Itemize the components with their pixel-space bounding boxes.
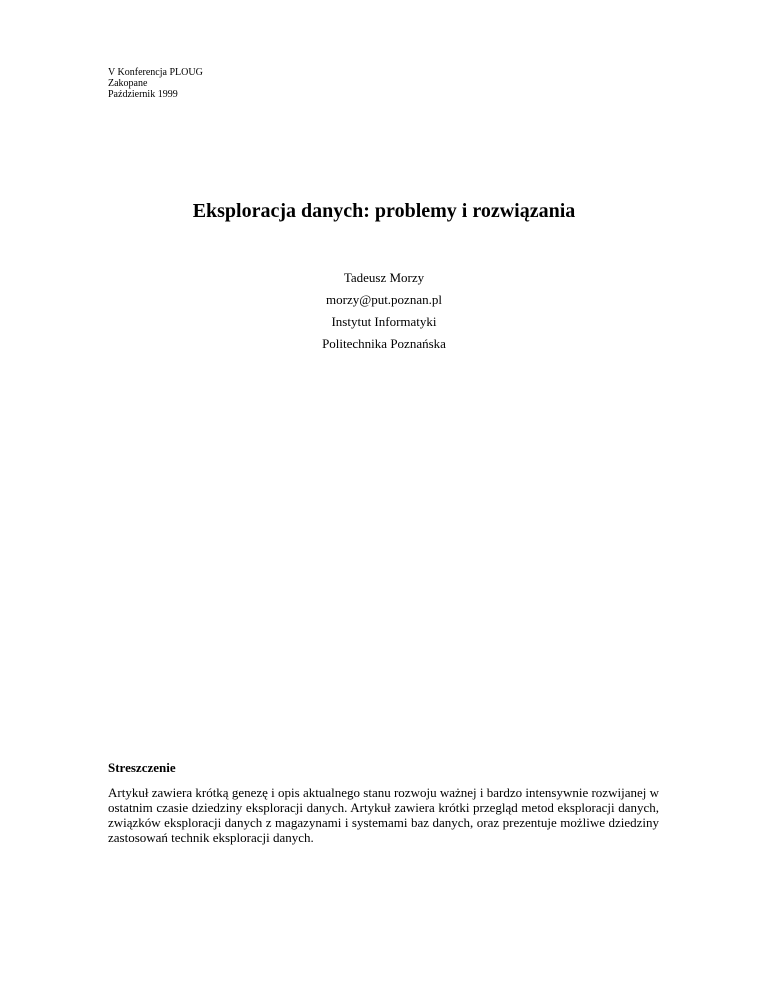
author-institute: Instytut Informatyki bbox=[331, 314, 437, 329]
abstract-text: Artykuł zawiera krótką genezę i opis aktualnego stanu rozwoju ważnej i bardzo intensywnie rozwijanej w ostatnim czasie dziedziny eksploracji danych. Artykuł zawiera krótki przegląd metod eksploracji danych, związków eksploracji danych z magazynami i systemami baz danych, oraz prezentuje możliwe dziedziny zastosowań technik eksploracji danych. bbox=[108, 785, 659, 845]
paper-title: Eksploracja danych: problemy i rozwiązania bbox=[192, 200, 576, 222]
author-university: Politechnika Poznańska bbox=[322, 336, 446, 351]
abstract-heading: Streszczenie bbox=[108, 760, 176, 775]
abstract-section bbox=[108, 760, 659, 845]
conference-date: Październik 1999 bbox=[108, 89, 178, 100]
author-block bbox=[0, 267, 768, 355]
conference-name: V Konferencja PLOUG bbox=[108, 67, 203, 78]
author-email: morzy@put.poznan.pl bbox=[326, 292, 442, 307]
conference-location: Zakopane bbox=[108, 78, 148, 89]
author-name: Tadeusz Morzy bbox=[343, 270, 425, 285]
conference-header bbox=[108, 67, 203, 100]
